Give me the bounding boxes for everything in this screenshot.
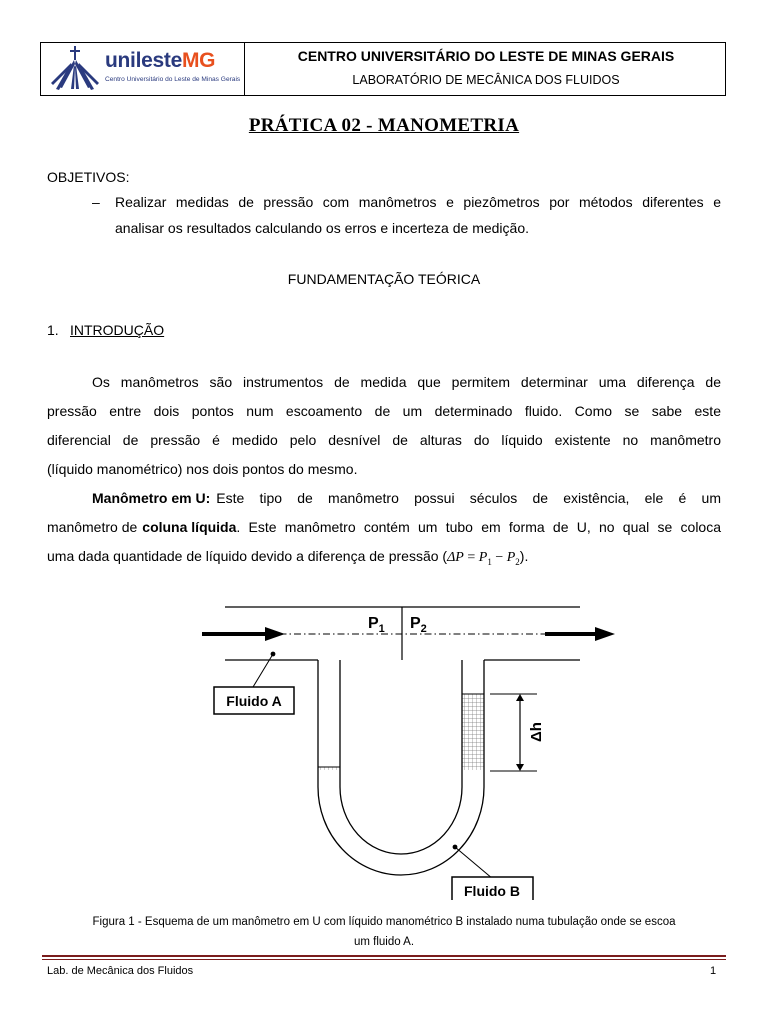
caption-line-1: Figura 1 - Esquema de um manômetro em U com líquido manométrico B instalado numa tubulação onde se escoa [92, 916, 676, 928]
lab-name: LABORATÓRIO DE MECÂNICA DOS FLUIDOS [352, 73, 620, 87]
fluid-b-label: Fluido B [464, 883, 520, 899]
u-tube-inner-wall [340, 660, 462, 854]
pressure-formula: $\Delta P = P_1 - P_2$ [447, 550, 520, 567]
paragraph2-line-2-post: . Este manômetro contém um tubo em forma de U, no qual se coloca [236, 519, 721, 535]
paragraph2-line-3-text: uma dada quantidade de líquido devido a diferença de pressão ( [47, 548, 448, 564]
institution-name: CENTRO UNIVERSITÁRIO DO LESTE DE MINAS GERAIS [297, 48, 675, 64]
footer-rule-thin [42, 959, 726, 960]
paragraph2-line-3 [47, 548, 721, 567]
p1-label: $P_1$ [368, 615, 385, 635]
intro-heading: INTRODUÇÃO [70, 322, 165, 338]
p2-label: $P_2$ [410, 615, 427, 635]
paragraph2-line-1-text: Este tipo de manômetro possui séculos de existência, ele é um [216, 490, 721, 506]
u-tube-manometer-figure [0, 590, 768, 900]
flow-arrow-right-icon [545, 627, 615, 641]
logo-emblem-icon [43, 43, 103, 95]
objectives-bullet: – [92, 194, 100, 210]
footer-rule [42, 955, 726, 957]
section-heading-fundamentacao: FUNDAMENTAÇÃO TEÓRICA [287, 271, 481, 287]
page-number: 1 [710, 965, 717, 977]
paragraph2-line-1 [92, 490, 721, 506]
page-title: PRÁTICA 02 - MANOMETRIA [248, 115, 520, 136]
fluid-a-label: Fluido A [226, 693, 282, 709]
manometer-diagram [0, 590, 768, 900]
paragraph1-line-3: diferencial de pressão é medido pelo desnível de alturas do líquido existente no manômetro [47, 432, 721, 448]
u-tube-outer-wall [318, 660, 484, 875]
paragraph2-line-2 [47, 519, 721, 535]
figure-caption [50, 912, 718, 952]
paragraph2-line-3-end: ). [519, 548, 529, 564]
objectives-line-1: Realizar medidas de pressão com manômetros e piezômetros por métodos diferentes e [115, 194, 721, 210]
objectives-line-2: analisar os resultados calculando os erros e incerteza de medição. [115, 220, 530, 236]
intro-number: 1. [47, 322, 59, 338]
fluid-a-leader [253, 654, 273, 687]
logo [41, 43, 245, 95]
caption-line-2: um fluido A. [353, 936, 415, 948]
flow-arrow-left-icon [202, 627, 285, 641]
logo-tagline: Centro Universitário do Leste de Minas Gerais [105, 76, 241, 83]
paragraph2-line-2-pre: manômetro de [47, 519, 138, 535]
coluna-liquida-label: coluna líquida [142, 519, 237, 535]
paragraph1-line-2: pressão entre dois pontos num escoamento de um determinado fluido. Como se sabe este [47, 403, 721, 419]
manometro-em-u-label: Manômetro em U: [92, 490, 211, 506]
paragraph1-line-1: Os manômetros são instrumentos de medida que permitem determinar uma diferença de [92, 374, 721, 390]
dh-arrow-up-icon [516, 694, 524, 701]
header-table [40, 42, 726, 96]
logo-wordmark: unilesteMG [105, 49, 216, 72]
fluid-b-region [318, 694, 484, 875]
objectives-heading: OBJETIVOS: [47, 169, 130, 185]
dh-arrow-down-icon [516, 764, 524, 771]
delta-h-label: Δh [528, 722, 545, 742]
footer-lab-name: Lab. de Mecânica dos Fluidos [47, 965, 194, 977]
fluid-b-leader [455, 847, 493, 879]
paragraph1-line-4: (líquido manométrico) nos dois pontos do mesmo. [47, 461, 358, 477]
